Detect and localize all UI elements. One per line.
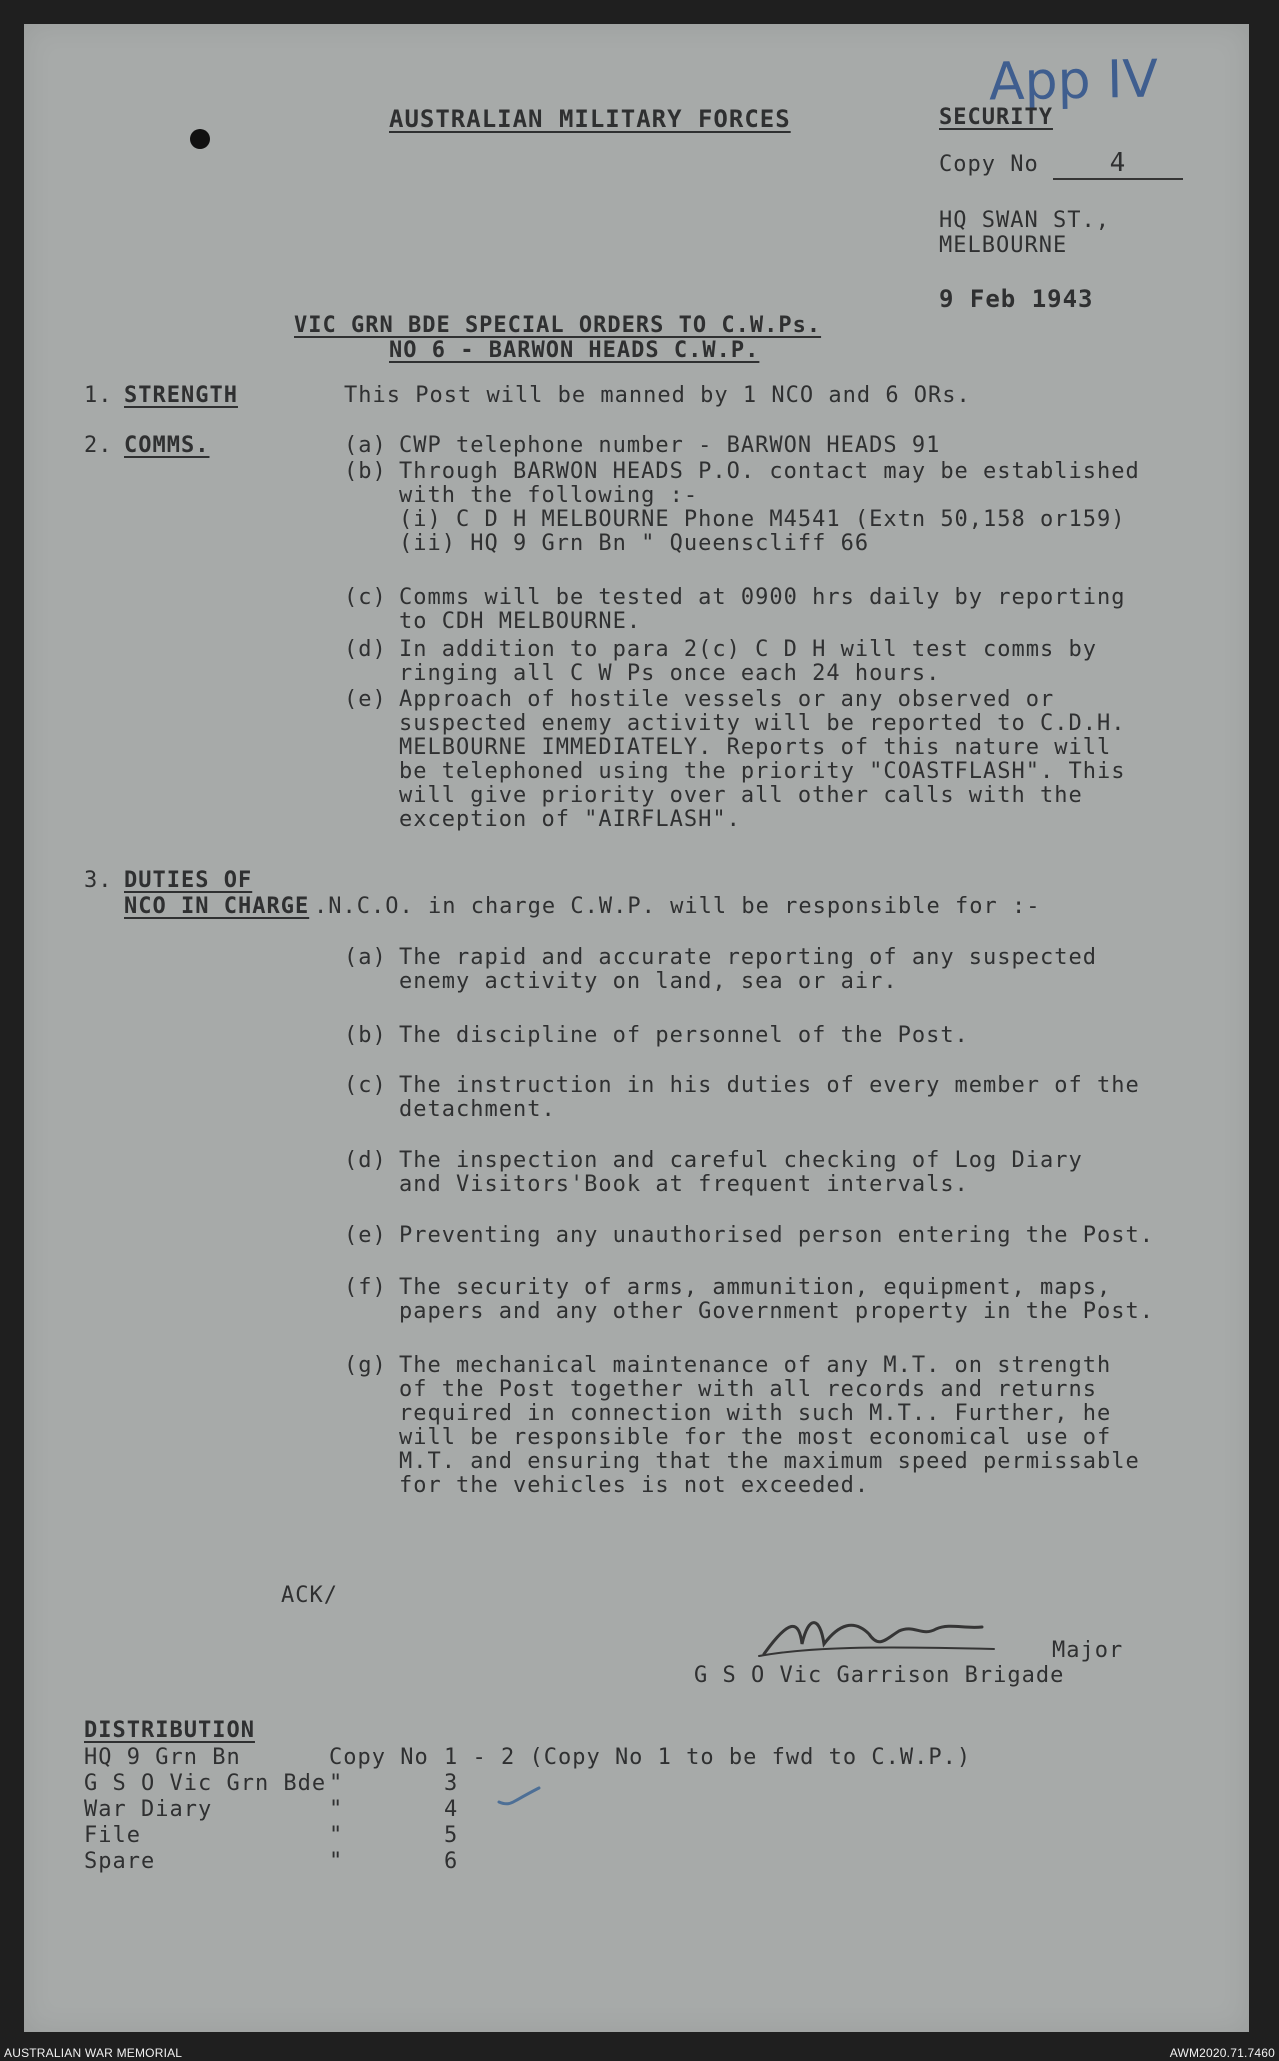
comms-item-b-label: (b): [344, 459, 387, 484]
comms-item-b-text: [399, 460, 1140, 556]
distribution-copy-label: ": [329, 1797, 344, 1822]
comms-item-d-label: (d): [344, 637, 387, 662]
distribution-row: HQ 9 Grn Bn: [84, 1745, 241, 1770]
section-number-duties: 3.: [84, 868, 113, 893]
document-date: 9 Feb 1943: [939, 285, 1094, 313]
duties-item-d-line: and Visitors'Book at frequent intervals.: [399, 1172, 969, 1197]
duties-item-a-label: (a): [344, 945, 387, 970]
address-line-2: MELBOURNE: [939, 233, 1068, 258]
comms-item-d-line: In addition to para 2(c) C D H will test comms by: [399, 637, 1098, 662]
comms-item-c-label: (c): [344, 585, 387, 610]
distribution-row: G S O Vic Grn Bde: [84, 1771, 327, 1796]
duties-item-a-line: The rapid and accurate reporting of any suspected: [399, 945, 1098, 970]
duties-item-a-line: enemy activity on land, sea or air.: [399, 969, 898, 994]
comms-item-e-line: will give priority over all other calls with the: [399, 783, 1083, 808]
address-line-1: HQ SWAN ST.,: [939, 208, 1110, 233]
duties-item-d-text: [399, 1149, 1083, 1197]
distribution-heading: DISTRIBUTION: [84, 1718, 255, 1743]
comms-item-e-line: Approach of hostile vessels or any observed or: [399, 687, 1055, 712]
duties-item-e-text: [399, 1224, 1154, 1248]
duties-item-g-line: M.T. and ensuring that the maximum speed permissable: [399, 1449, 1140, 1474]
duties-item-g-text: [399, 1354, 1140, 1498]
title-line-1: VIC GRN BDE SPECIAL ORDERS TO C.W.Ps.: [294, 313, 822, 338]
comms-item-b-line: (ii) HQ 9 Grn Bn " Queenscliff 66: [399, 531, 870, 556]
duties-item-g-label: (g): [344, 1353, 387, 1378]
comms-item-d-line: ringing all C W Ps once each 24 hours.: [399, 661, 941, 686]
app-reference-annotation: App IV: [988, 49, 1159, 113]
title-line-2: NO 6 - BARWON HEADS C.W.P.: [389, 338, 760, 363]
distribution-copy-label: ": [329, 1771, 344, 1796]
duties-item-f-line: papers and any other Government property in the Post.: [399, 1299, 1154, 1324]
comms-item-e-line: exception of "AIRFLASH".: [399, 807, 741, 832]
section-number-strength: 1.: [84, 383, 113, 408]
duties-intro: .N.C.O. in charge C.W.P. will be responsible for :-: [314, 894, 1041, 919]
duties-item-c-line: detachment.: [399, 1097, 556, 1122]
duties-item-c-line: The instruction in his duties of every member of the: [399, 1073, 1140, 1098]
duties-item-c-label: (c): [344, 1073, 387, 1098]
comms-item-a-label: (a): [344, 433, 387, 458]
copy-label: Copy No: [939, 152, 1039, 177]
comms-item-e-line: MELBOURNE IMMEDIATELY. Reports of this nature will: [399, 735, 1112, 760]
duties-item-e-label: (e): [344, 1223, 387, 1248]
comms-item-a-line: CWP telephone number - BARWON HEADS 91: [399, 433, 941, 458]
duties-item-b-text: [399, 1024, 969, 1048]
signatory-rank: Major: [1052, 1638, 1124, 1663]
security-label: SECURITY: [939, 105, 1053, 130]
duties-item-d-label: (d): [344, 1148, 387, 1173]
distribution-copy-number: 1 - 2 (Copy No 1 to be fwd to C.W.P.): [444, 1745, 972, 1770]
duties-item-f-label: (f): [344, 1275, 387, 1300]
strength-text: This Post will be manned by 1 NCO and 6 ORs.: [344, 383, 971, 408]
duties-item-c-text: [399, 1074, 1140, 1122]
duties-item-a-text: [399, 946, 1097, 994]
section-heading-duties-line-1: DUTIES OF: [124, 868, 253, 893]
duties-item-g-line: of the Post together with all records and returns: [399, 1377, 1098, 1402]
comms-item-b-line: Through BARWON HEADS P.O. contact may be established: [399, 459, 1140, 484]
distribution-row: War Diary: [84, 1797, 213, 1822]
section-heading-comms: COMMS.: [124, 433, 210, 458]
footer-left-text: AUSTRALIAN WAR MEMORIAL: [4, 2046, 183, 2060]
document-page: [24, 24, 1249, 2032]
signatory-appointment: G S O Vic Garrison Brigade: [694, 1663, 1065, 1688]
comms-item-d-text: [399, 638, 1097, 686]
duties-item-g-line: The mechanical maintenance of any M.T. on strength: [399, 1353, 1112, 1378]
duties-item-g-line: will be responsible for the most economical use of: [399, 1425, 1112, 1450]
comms-item-e-text: [399, 688, 1126, 832]
duties-item-f-text: [399, 1276, 1154, 1324]
distribution-copy-label: Copy No: [329, 1745, 429, 1770]
comms-item-e-label: (e): [344, 687, 387, 712]
distribution-copy-label: ": [329, 1823, 344, 1848]
comms-item-e-line: suspected enemy activity will be reported to C.D.H.: [399, 711, 1126, 736]
comms-item-c-text: [399, 586, 1126, 634]
duties-item-d-line: The inspection and careful checking of Log Diary: [399, 1148, 1083, 1173]
comms-item-a-text: [399, 434, 940, 458]
distribution-copy-number: 4: [444, 1797, 459, 1822]
comms-item-e-line: be telephoned using the priority "COASTFLASH". This: [399, 759, 1126, 784]
duties-item-g-line: for the vehicles is not exceeded.: [399, 1473, 870, 1498]
distribution-copy-number: 3: [444, 1771, 459, 1796]
section-heading-strength: STRENGTH: [124, 383, 238, 408]
distribution-copy-label: ": [329, 1849, 344, 1874]
acknowledgement-mark: ACK/: [281, 1583, 338, 1608]
distribution-copy-number: 5: [444, 1823, 459, 1848]
punch-hole: [190, 129, 210, 149]
section-number-comms: 2.: [84, 433, 113, 458]
document-header-title: AUSTRALIAN MILITARY FORCES: [389, 105, 791, 133]
duties-item-g-line: required in connection with such M.T.. Further, he: [399, 1401, 1112, 1426]
duties-item-f-line: The security of arms, ammunition, equipment, maps,: [399, 1275, 1112, 1300]
distribution-copy-number: 6: [444, 1849, 459, 1874]
comms-item-b-line: with the following :-: [399, 483, 699, 508]
copy-number-row: [939, 149, 1183, 180]
comms-item-c-line: Comms will be tested at 0900 hrs daily by reporting: [399, 585, 1126, 610]
footer-right-text: AWM2020.71.7460: [1169, 2046, 1275, 2060]
distribution-row: File: [84, 1823, 141, 1848]
comms-item-b-line: (i) C D H MELBOURNE Phone M4541 (Extn 50,158 or159): [399, 507, 1126, 532]
check-mark: [494, 1784, 544, 1814]
duties-item-b-line: The discipline of personnel of the Post.: [399, 1023, 969, 1048]
section-heading-duties-line-2: NCO IN CHARGE: [124, 894, 310, 919]
comms-item-c-line: to CDH MELBOURNE.: [399, 609, 642, 634]
copy-number: 4: [1053, 149, 1183, 180]
duties-item-b-label: (b): [344, 1023, 387, 1048]
distribution-row: Spare: [84, 1849, 156, 1874]
duties-item-e-line: Preventing any unauthorised person entering the Post.: [399, 1223, 1154, 1248]
